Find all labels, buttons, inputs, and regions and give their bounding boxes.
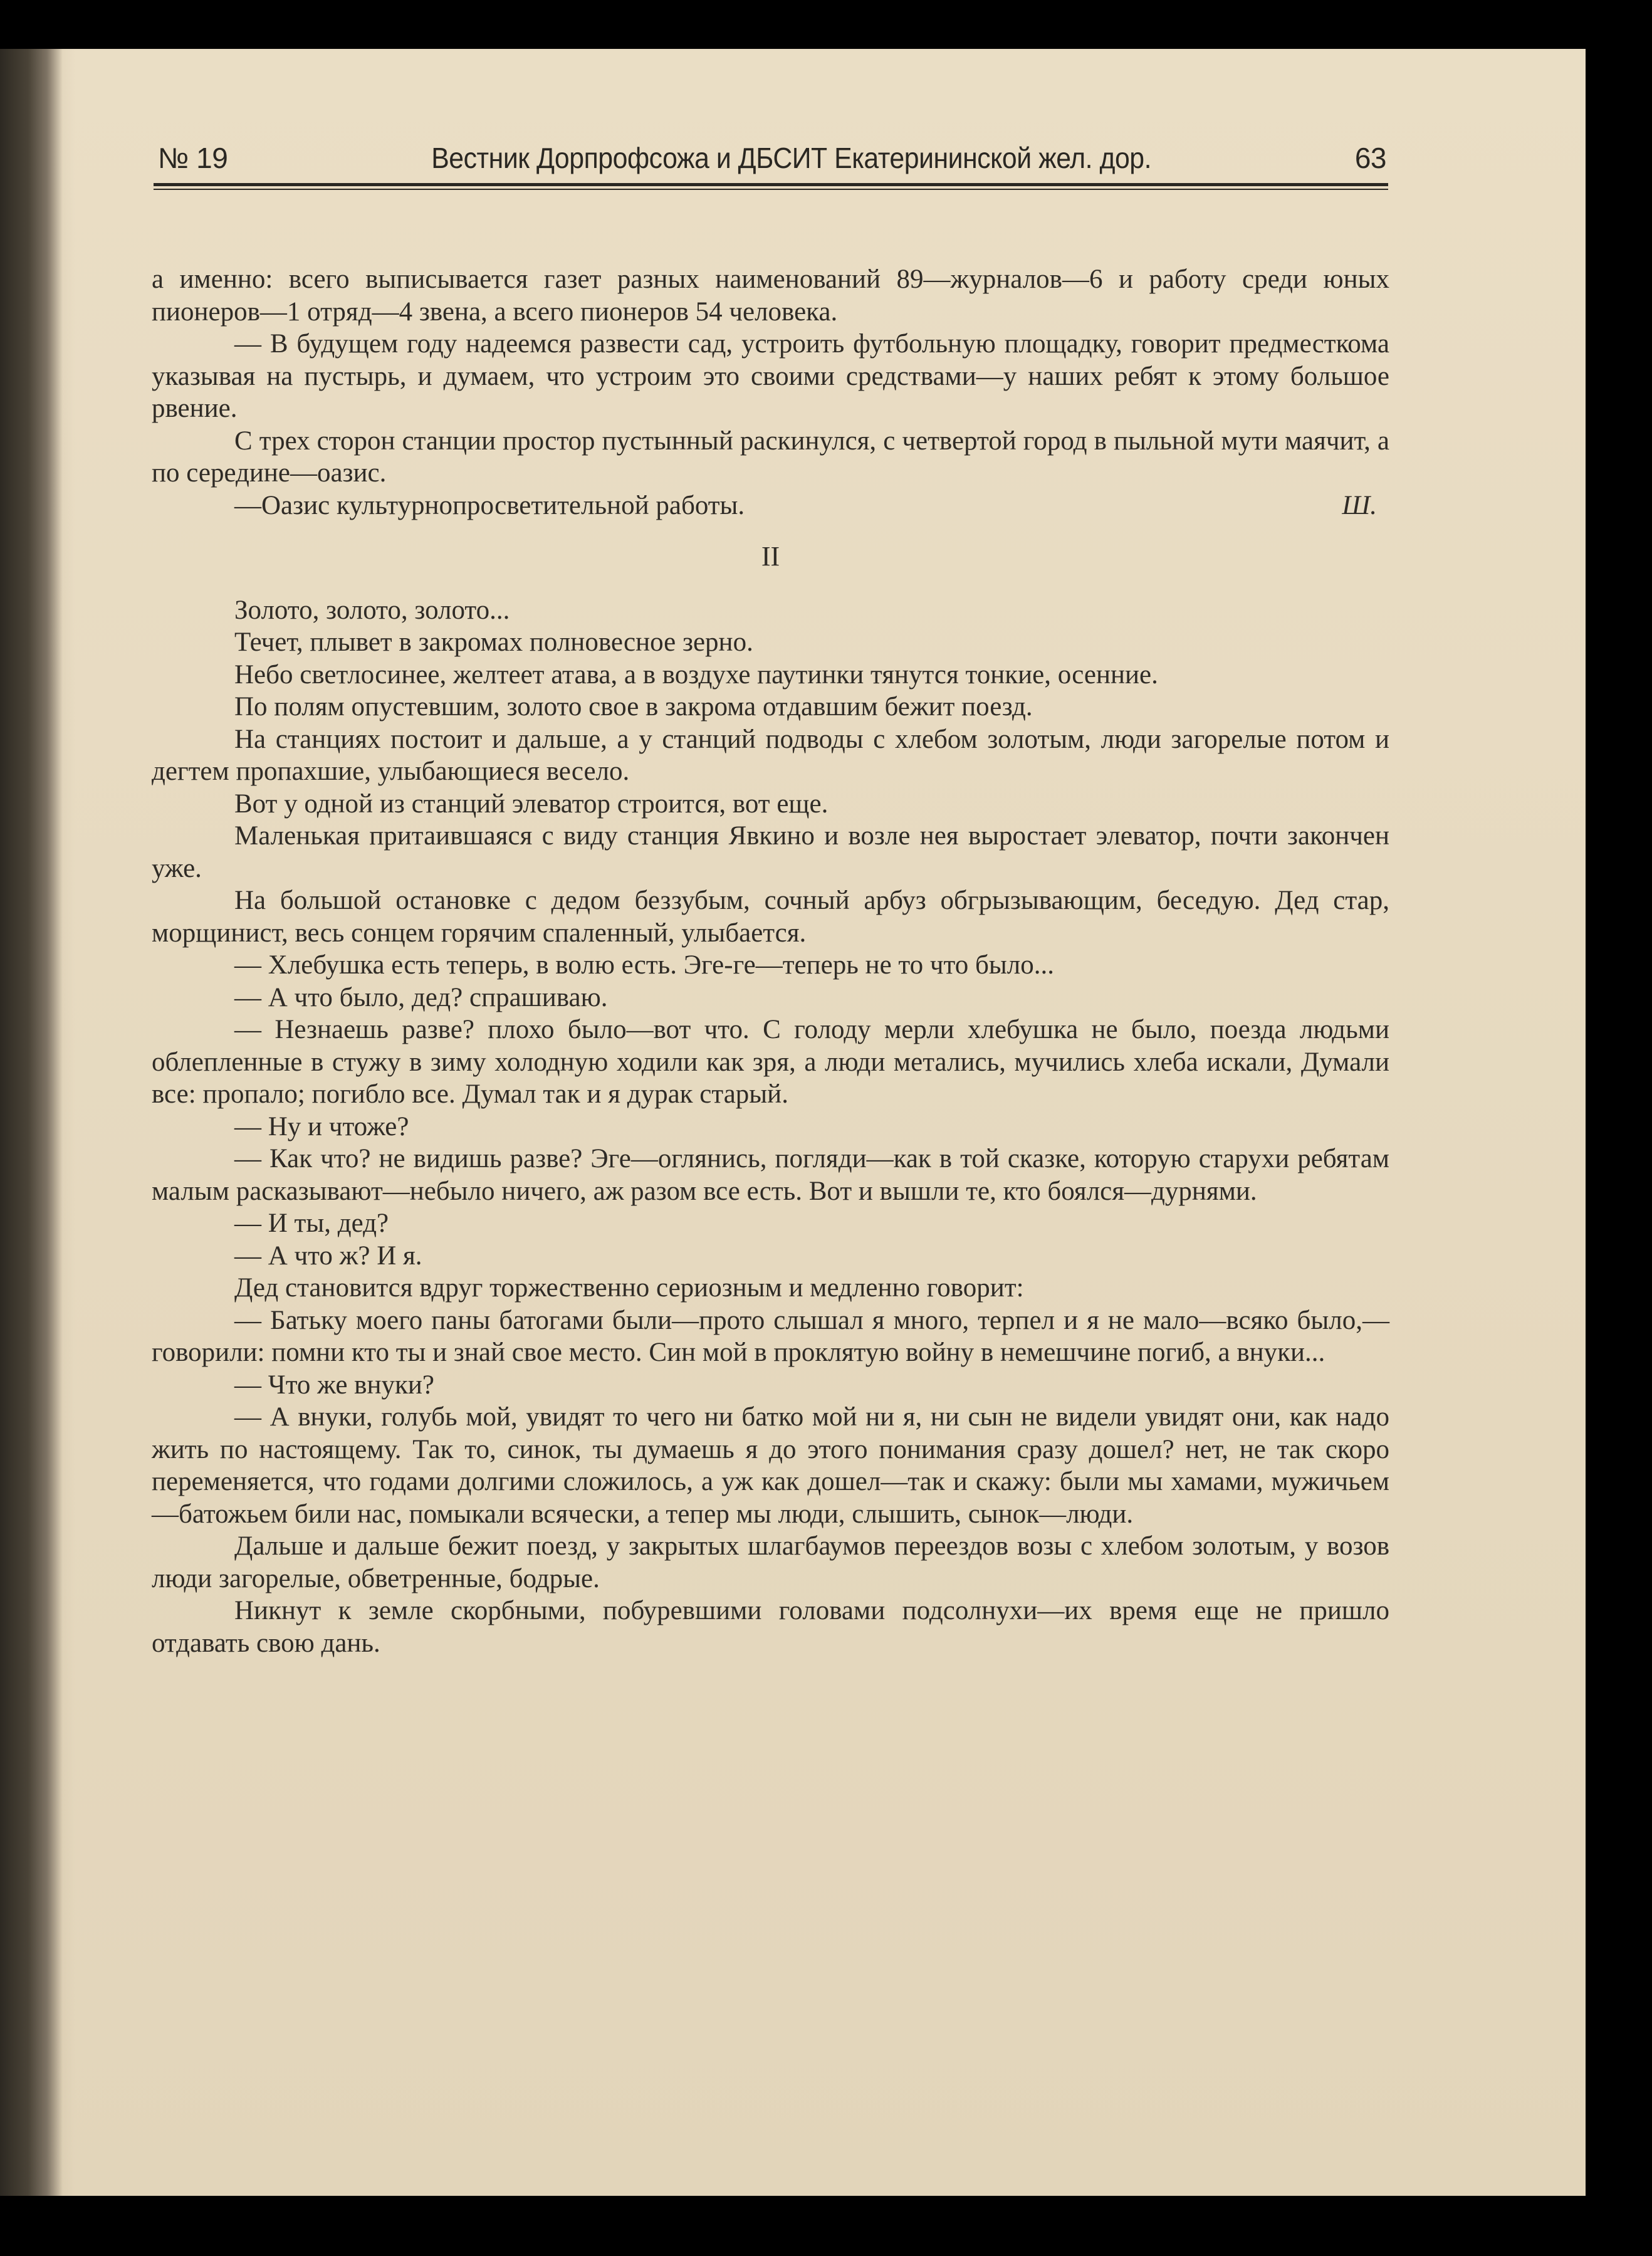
header-rule bbox=[154, 183, 1388, 190]
running-header bbox=[158, 141, 1386, 179]
paragraph: Дед становится вдруг торжественно сериозным и медленно говорит: bbox=[234, 1273, 1024, 1303]
dialogue-line: — А что ж? И я. bbox=[234, 1241, 422, 1271]
paragraph: Вот у одной из станций элеватор строится, вот еще. bbox=[234, 789, 829, 819]
dialogue-line: — Батьку моего паны батогами были—прото слышал я много, терпел и я не мало—всяко было,—говорили: помни кто ты и знай свое место. Син мой в проклятую войну в немешчине погиб, а внуки... bbox=[152, 1305, 1389, 1367]
dialogue-line: — А что было, дед? спрашиваю. bbox=[234, 982, 608, 1012]
dialogue-line: — Ну и чтоже? bbox=[234, 1111, 409, 1141]
paragraph: — В будущем году надеемся развести сад, устроить футбольную площадку, говорит предместкома указывая на пустырь, и думаем, что устроим это своими средствами—у наших ребят к этому большое рвение. bbox=[152, 329, 1389, 423]
author-signature: Ш. bbox=[1342, 490, 1377, 520]
paragraph: Никнут к земле скорбными, побуревшими головами подсолнухи—их время еще не пришло отдавать свою дань. bbox=[152, 1596, 1389, 1658]
issue-number: № 19 bbox=[158, 142, 228, 174]
dialogue-line: — Хлебушка есть теперь, в волю есть. Эге-ге—теперь не то что было... bbox=[234, 950, 1054, 980]
dialogue-line: — А внуки, голубь мой, увидят то чего ни батко мой ни я, ни сын не видели увидят они, как надо жить по настоящему. Так то, синок, ты думаешь я до этого понимания сразу дошел? нет, не так скоро переменяется, что годами долгими сложилось, а уж как дошел—так и скажу: были мы хамами, мужичьем—батожьем били нас, помыкали всячески, а тепер мы люди, слышить, сынок—люди. bbox=[152, 1402, 1389, 1529]
closing-line bbox=[152, 490, 1389, 522]
dialogue-line: — И ты, дед? bbox=[234, 1209, 389, 1238]
paragraph: Маленькая притаившаяся с виду станция Явкино и возле нея выростает элеватор, почти закончен уже. bbox=[152, 821, 1389, 883]
closing-text: —Оазис культурнопросветительной работы. bbox=[234, 490, 745, 520]
dialogue-line: — Как что? не видишь разве? Эге—оглянись, погляди—как в той сказке, которую старухи ребятам малым расказывают—небыло ничего, аж разом все есть. Вот и вышли те, кто боялся—дурнями. bbox=[152, 1144, 1389, 1206]
scan-top-border bbox=[0, 0, 1652, 49]
dialogue-line: — Что же внуки? bbox=[234, 1370, 434, 1400]
paragraph: Дальше и дальше бежит поезд, у закрытых шлагбаумов переездов возы с хлебом золотым, у возов люди загорелые, обветренные, бодрые. bbox=[152, 1531, 1389, 1593]
paragraph: По полям опустевшим, золото свое в закрома отдавшим бежит поезд. bbox=[234, 692, 1033, 721]
paragraph: Золото, золото, золото... bbox=[234, 595, 510, 625]
dialogue-line: — Незнаешь разве? плохо было—вот что. С голоду мерли хлебушка не было, поезда людьми облепленные в стужу в зиму холодную ходили как зря, а люди метались, мучились хлеба искали, Думали все: пропало; погибло все. Думал так и я дурак старый. bbox=[152, 1015, 1389, 1109]
article-body bbox=[152, 263, 1389, 1659]
paragraph: С трех сторон станции простор пустынный раскинулся, с четвертой город в пыльной мути маячит, а по середине—оазис. bbox=[152, 426, 1389, 488]
book-binding-shadow bbox=[0, 49, 63, 2196]
paragraph: На станциях постоит и дальше, а у станций подводы с хлебом золотым, люди загорелые потом и дегтем пропахшие, улыбающиеся весело. bbox=[152, 724, 1389, 786]
paragraph: Небо светлосинее, желтеет атава, а в воздухе паутинки тянутся тонкие, осенние. bbox=[234, 659, 1158, 690]
journal-title: Вестник Дорпрофсожа и ДБСИТ Екатерининской жел. дор. bbox=[431, 142, 1151, 174]
paragraph: На большой остановке с дедом беззубым, сочный арбуз обгрызывающим, беседую. Дед стар, морщинист, весь сонцем горячим спаленный, улыбается. bbox=[152, 886, 1389, 948]
paragraph: Течет, плывет в закромах полновесное зерно. bbox=[234, 627, 753, 657]
page-number: 63 bbox=[1354, 142, 1386, 174]
section-heading: II bbox=[761, 541, 780, 572]
paragraph: а именно: всего выписывается газет разных наименований 89—журналов—6 и работу среди юных пионеров—1 отряд—4 звена, а всего пионеров 54 человека. bbox=[152, 265, 1389, 327]
